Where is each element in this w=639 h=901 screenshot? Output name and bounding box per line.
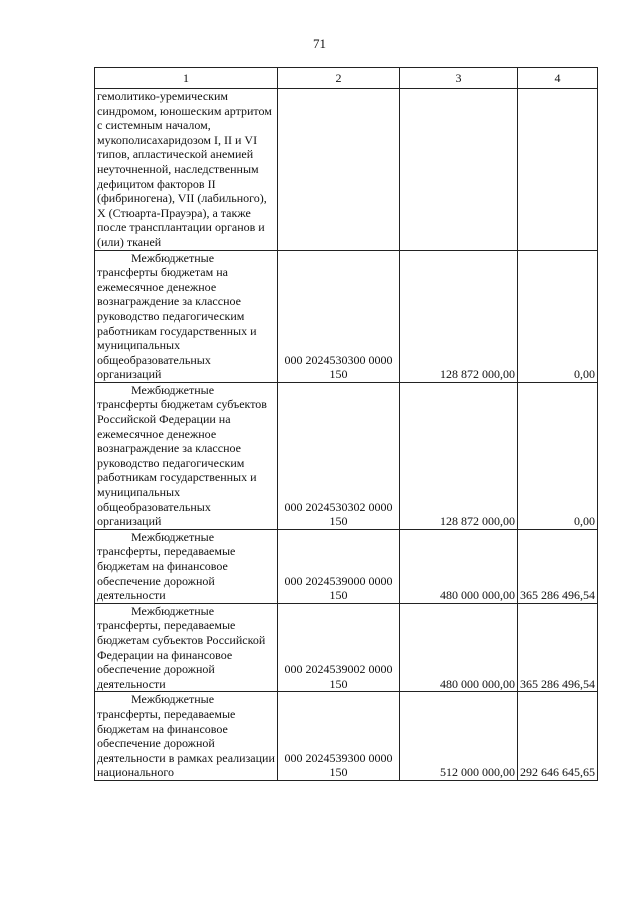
table-row — [95, 603, 598, 692]
table-header-row — [95, 68, 598, 89]
row-amount-exec: 0,00 — [518, 382, 598, 529]
table-row — [95, 529, 598, 603]
row-amount-exec: 0,00 — [518, 250, 598, 382]
row-amount-plan: 128 872 000,00 — [400, 382, 518, 529]
column-header-1: 1 — [95, 68, 278, 89]
row-amount-exec: 365 286 496,54 — [518, 529, 598, 603]
page-number: 71 — [313, 36, 326, 51]
column-header-4: 4 — [518, 68, 598, 89]
row-amount-plan: 480 000 000,00 — [400, 529, 518, 603]
row-description-text: Межбюджетные трансферты, передаваемые бюджетам на финансовое обеспечение дорожной деятельности в рамках реализации национального — [97, 692, 275, 780]
row-description: гемолитико-уремическим синдромом, юношеским артритом с системным началом, мукополисахаридозом I, II и VI типов, апластической анемией неуточненной, наследственным дефицитом факторов II (фибриногена), VII (лабильного), X (Стюарта-Прауэра), а также после трансплантации органов и (или) тканей — [95, 89, 278, 251]
row-description — [95, 603, 278, 692]
row-description — [95, 250, 278, 382]
row-code: 000 2024539300 0000 150 — [278, 692, 400, 781]
row-amount-plan: 480 000 000,00 — [400, 603, 518, 692]
column-header-2: 2 — [278, 68, 400, 89]
row-code: 000 2024539002 0000 150 — [278, 603, 400, 692]
row-description-text: Межбюджетные трансферты бюджетам на ежемесячное денежное вознаграждение за классное руководство педагогическим работникам государственных и муниципальных общеобразовательных организаций — [97, 250, 257, 382]
row-description-text: Межбюджетные трансферты, передаваемые бюджетам субъектов Российской Федерации на финансовое обеспечение дорожной деятельности — [97, 603, 266, 691]
table-row — [95, 250, 598, 382]
table-row — [95, 692, 598, 781]
table-row — [95, 382, 598, 529]
row-description-text: Межбюджетные трансферты, передаваемые бюджетам на финансовое обеспечение дорожной деятельности — [97, 529, 236, 603]
row-amount-exec — [518, 89, 598, 251]
row-description — [95, 529, 278, 603]
column-header-3: 3 — [400, 68, 518, 89]
row-description — [95, 692, 278, 781]
row-amount-plan: 512 000 000,00 — [400, 692, 518, 781]
row-code: 000 2024539000 0000 150 — [278, 529, 400, 603]
table-row — [95, 89, 598, 251]
row-description-text: Межбюджетные трансферты бюджетам субъектов Российской Федерации на ежемесячное денежное вознаграждение за классное руководство педагогическим работникам государственных и муниципальных общеобразовательных организаций — [97, 382, 267, 529]
row-amount-exec: 365 286 496,54 — [518, 603, 598, 692]
row-description — [95, 382, 278, 529]
row-code: 000 2024530300 0000 150 — [278, 250, 400, 382]
row-code: 000 2024530302 0000 150 — [278, 382, 400, 529]
budget-table — [94, 67, 598, 781]
row-amount-exec: 292 646 645,65 — [518, 692, 598, 781]
row-amount-plan — [400, 89, 518, 251]
row-amount-plan: 128 872 000,00 — [400, 250, 518, 382]
row-code — [278, 89, 400, 251]
